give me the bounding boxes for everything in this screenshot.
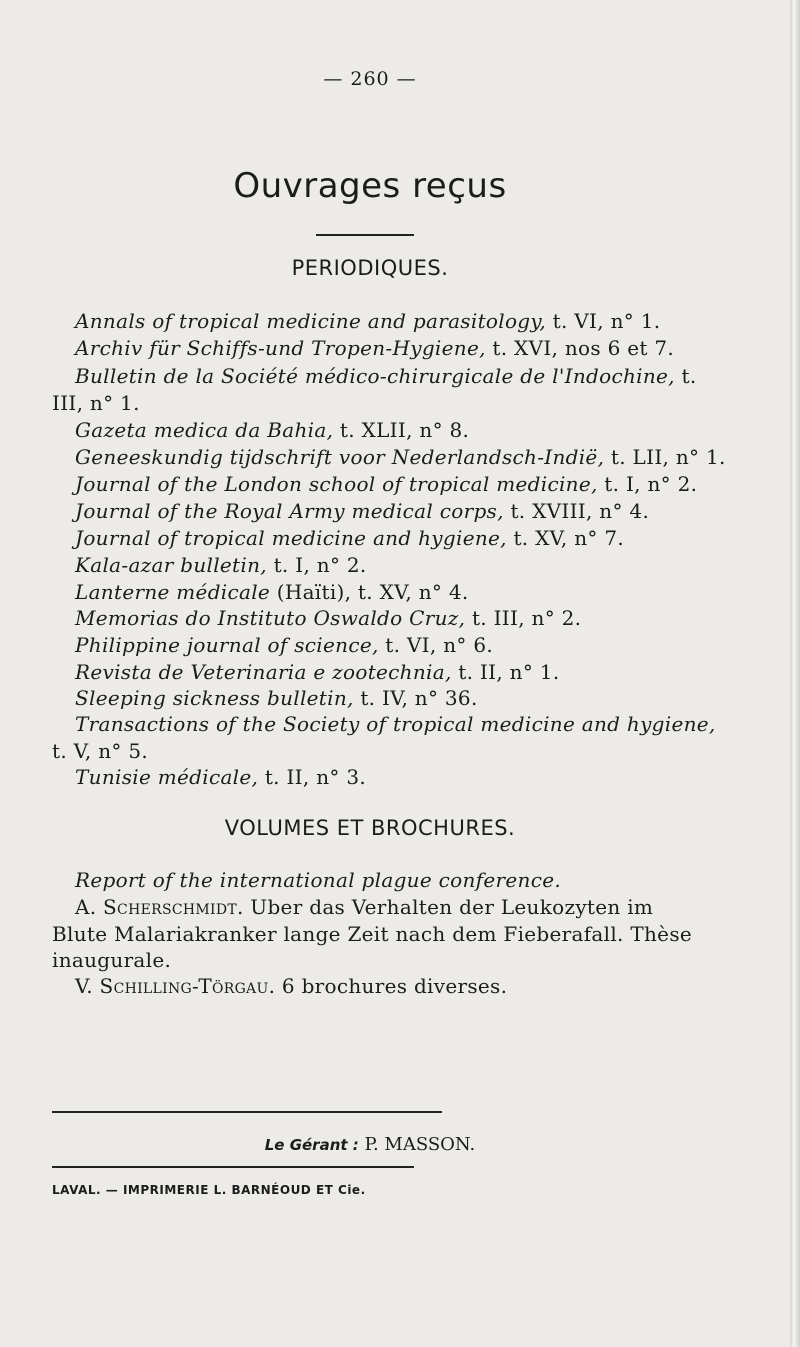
periodical-entry: Memorias do Instituto Oswaldo Cruz, t. III, n° 2. <box>75 606 582 630</box>
page-title: Ouvrages reçus <box>233 166 507 206</box>
volume-entry-scherschmidt: A. Scherschmidt. Uber das Verhalten der Leukozyten im <box>75 895 654 919</box>
gerant-line: Le Gérant : P. MASSON. <box>264 1134 476 1155</box>
periodical-entry: Journal of the Royal Army medical corps, t. XVIII, n° 4. <box>75 499 650 523</box>
volume-entry-scherschmidt-continued: inaugurale. <box>52 948 172 972</box>
volume-entry-scherschmidt-continued: Blute Malariakranker lange Zeit nach dem Fieberafall. Thèse <box>52 922 693 946</box>
periodical-entry: Journal of tropical medicine and hygiene, t. XV, n° 7. <box>75 526 625 550</box>
page-edge <box>790 0 800 1347</box>
periodical-entry: Bulletin de la Société médico-chirurgicale de l'Indochine, t. <box>75 364 697 388</box>
periodical-entry: Archiv für Schiffs-und Tropen-Hygiene, t. XVI, nos 6 et 7. <box>75 336 675 360</box>
page-number: — 260 — <box>323 68 417 90</box>
section-heading-volumes: VOLUMES ET BROCHURES. <box>224 816 516 840</box>
periodical-entry: Revista de Veterinaria e zootechnia, t. II, n° 1. <box>75 660 560 684</box>
periodical-entry: Transactions of the Society of tropical medicine and hygiene, <box>75 712 716 736</box>
periodical-entry: Annals of tropical medicine and parasitology, t. VI, n° 1. <box>75 309 661 333</box>
periodical-entry: Journal of the London school of tropical medicine, t. I, n° 2. <box>75 472 698 496</box>
periodical-entry: Geneeskundig tijdschrift voor Nederlandsch-Indië, t. LII, n° 1. <box>75 445 726 469</box>
periodical-entry: Tunisie médicale, t. II, n° 3. <box>75 765 367 789</box>
title-divider <box>316 234 414 236</box>
periodical-entry-continuation: t. V, n° 5. <box>52 739 149 763</box>
footer-divider-top <box>52 1111 442 1113</box>
volume-entry-report: Report of the international plague conference. <box>75 868 561 892</box>
periodical-entry: Gazeta medica da Bahia, t. XLII, n° 8. <box>75 418 470 442</box>
printer-imprint: LAVAL. — IMPRIMERIE L. BARNÉOUD ET Cie. <box>52 1183 366 1197</box>
periodical-entry: Philippine journal of science, t. VI, n° 6. <box>75 633 494 657</box>
periodical-entry-continuation: III, n° 1. <box>52 391 140 415</box>
periodical-entry: Lanterne médicale (Haïti), t. XV, n° 4. <box>75 580 469 604</box>
periodical-entry: Kala-azar bulletin, t. I, n° 2. <box>75 553 367 577</box>
footer-divider-bottom <box>52 1166 414 1168</box>
section-heading-periodiques: PERIODIQUES. <box>291 256 449 280</box>
periodical-entry: Sleeping sickness bulletin, t. IV, n° 36. <box>75 686 478 710</box>
volume-entry-schilling: V. Schilling-Törgau. 6 brochures diverses. <box>75 974 508 998</box>
